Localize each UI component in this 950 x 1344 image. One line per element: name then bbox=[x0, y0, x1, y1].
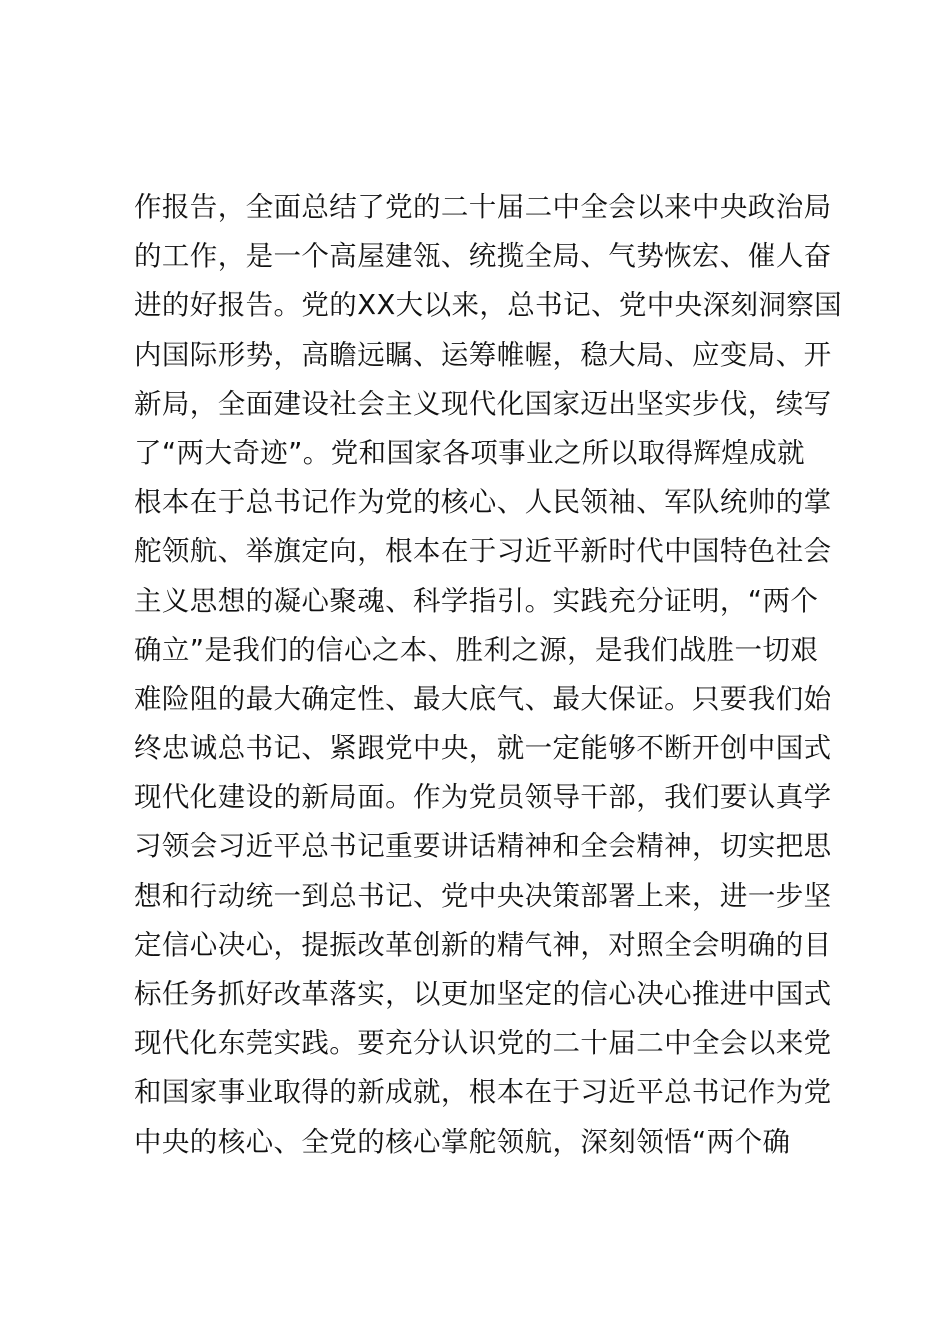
text-line: 内国际形势，高瞻远瞩、运筹帷幄，稳大局、应变局、开 bbox=[134, 338, 832, 371]
text-line: 定信心决心，提振改革创新的精气神，对照全会明确的目 bbox=[134, 928, 832, 961]
text-line: 进的好报告。党的XX大以来，总书记、党中央深刻洞察国 bbox=[134, 289, 843, 322]
text-line: 主义思想的凝心聚魂、科学指引。实践充分证明，“两个 bbox=[134, 584, 819, 617]
body-paragraph bbox=[134, 183, 854, 1167]
text-line: 的工作，是一个高屋建瓴、统揽全局、气势恢宏、催人奋 bbox=[134, 240, 832, 273]
text-line: 中央的核心、全党的核心掌舵领航，深刻领悟“两个确 bbox=[134, 1125, 791, 1158]
text-line: 了“两大奇迹”。党和国家各项事业之所以取得辉煌成就 bbox=[134, 436, 805, 469]
text-line: 现代化建设的新局面。作为党员领导干部，我们要认真学 bbox=[134, 781, 832, 814]
text-line: 想和行动统一到总书记、党中央决策部署上来，进一步坚 bbox=[134, 879, 832, 912]
text-line: 难险阻的最大确定性、最大底气、最大保证。只要我们始 bbox=[134, 682, 832, 715]
text-line: 确立”是我们的信心之本、胜利之源，是我们战胜一切艰 bbox=[134, 633, 819, 666]
text-line: 和国家事业取得的新成就，根本在于习近平总书记作为党 bbox=[134, 1076, 832, 1109]
text-line: 根本在于总书记作为党的核心、人民领袖、军队统帅的掌 bbox=[134, 486, 832, 519]
text-line: 习领会习近平总书记重要讲话精神和全会精神，切实把思 bbox=[134, 830, 832, 863]
text-line: 作报告，全面总结了党的二十届二中全会以来中央政治局 bbox=[134, 191, 832, 223]
text-line: 标任务抓好改革落实，以更加坚定的信心决心推进中国式 bbox=[134, 978, 832, 1010]
text-line: 新局，全面建设社会主义现代化国家迈出坚实步伐，续写 bbox=[134, 387, 832, 420]
text-line: 舵领航、举旗定向，根本在于习近平新时代中国特色社会 bbox=[134, 535, 832, 568]
text-line: 终忠诚总书记、紧跟党中央，就一定能够不断开创中国式 bbox=[134, 732, 832, 765]
text-line: 现代化东莞实践。要充分认识党的二十届二中全会以来党 bbox=[134, 1027, 832, 1060]
